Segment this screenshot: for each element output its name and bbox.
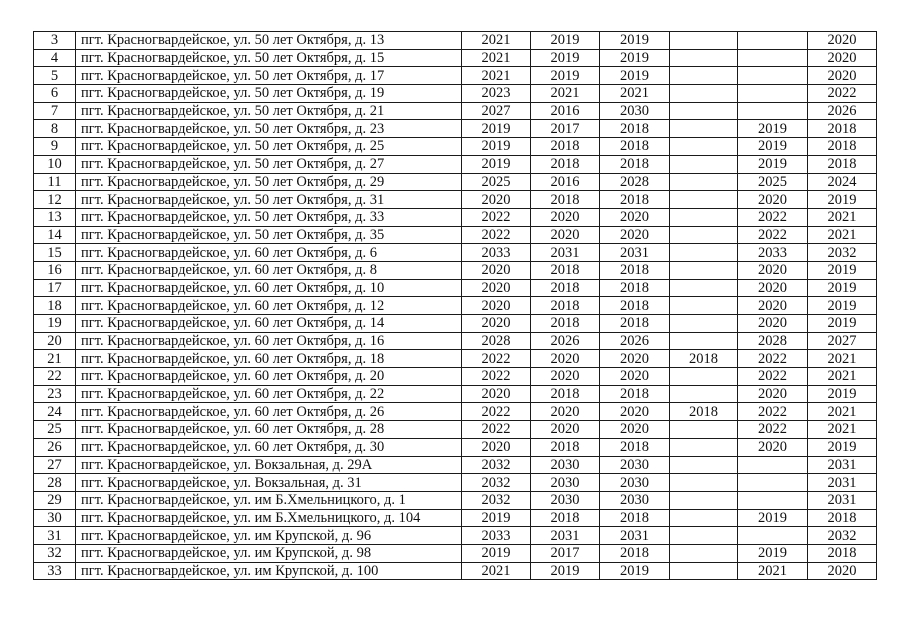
year-cell-6: 2018 bbox=[808, 155, 877, 173]
year-cell-6: 2019 bbox=[808, 191, 877, 209]
year-cell-4 bbox=[670, 368, 738, 386]
year-cell-5 bbox=[738, 85, 808, 103]
year-cell-1: 2027 bbox=[462, 102, 531, 120]
table-row bbox=[34, 544, 877, 562]
table-row bbox=[34, 102, 877, 120]
address-cell: пгт. Красногвардейское, ул. 50 лет Октября, д. 13 bbox=[76, 32, 462, 50]
address-cell: пгт. Красногвардейское, ул. 50 лет Октября, д. 33 bbox=[76, 208, 462, 226]
year-cell-4 bbox=[670, 562, 738, 580]
year-cell-3: 2018 bbox=[600, 261, 670, 279]
address-cell: пгт. Красногвардейское, ул. 60 лет Октября, д. 22 bbox=[76, 385, 462, 403]
year-cell-2: 2031 bbox=[531, 244, 600, 262]
year-cell-6: 2020 bbox=[808, 49, 877, 67]
address-cell: пгт. Красногвардейское, ул. 60 лет Октября, д. 28 bbox=[76, 421, 462, 439]
year-cell-5: 2020 bbox=[738, 315, 808, 333]
year-cell-2: 2030 bbox=[531, 456, 600, 474]
year-cell-5 bbox=[738, 67, 808, 85]
row-number-cell: 30 bbox=[34, 509, 76, 527]
year-cell-1: 2032 bbox=[462, 491, 531, 509]
year-cell-3: 2020 bbox=[600, 350, 670, 368]
year-cell-5: 2019 bbox=[738, 544, 808, 562]
year-cell-3: 2030 bbox=[600, 456, 670, 474]
year-cell-1: 2032 bbox=[462, 474, 531, 492]
year-cell-3: 2018 bbox=[600, 138, 670, 156]
year-cell-2: 2020 bbox=[531, 350, 600, 368]
year-cell-2: 2019 bbox=[531, 562, 600, 580]
year-cell-3: 2021 bbox=[600, 85, 670, 103]
row-number-cell: 6 bbox=[34, 85, 76, 103]
year-cell-2: 2030 bbox=[531, 474, 600, 492]
year-cell-5 bbox=[738, 102, 808, 120]
year-cell-1: 2020 bbox=[462, 191, 531, 209]
table-row bbox=[34, 120, 877, 138]
row-number-cell: 9 bbox=[34, 138, 76, 156]
row-number-cell: 16 bbox=[34, 261, 76, 279]
year-cell-5: 2022 bbox=[738, 350, 808, 368]
year-cell-6: 2021 bbox=[808, 368, 877, 386]
row-number-cell: 28 bbox=[34, 474, 76, 492]
year-cell-1: 2020 bbox=[462, 438, 531, 456]
row-number-cell: 5 bbox=[34, 67, 76, 85]
table-row bbox=[34, 491, 877, 509]
table-row bbox=[34, 173, 877, 191]
year-cell-3: 2031 bbox=[600, 244, 670, 262]
year-cell-4 bbox=[670, 438, 738, 456]
year-cell-1: 2023 bbox=[462, 85, 531, 103]
year-cell-2: 2016 bbox=[531, 102, 600, 120]
table-body bbox=[34, 32, 877, 580]
year-cell-1: 2022 bbox=[462, 403, 531, 421]
year-cell-6: 2019 bbox=[808, 261, 877, 279]
year-cell-5 bbox=[738, 49, 808, 67]
year-cell-6: 2018 bbox=[808, 120, 877, 138]
year-cell-4 bbox=[670, 315, 738, 333]
address-cell: пгт. Красногвардейское, ул. 60 лет Октября, д. 6 bbox=[76, 244, 462, 262]
year-cell-5: 2020 bbox=[738, 191, 808, 209]
year-cell-4 bbox=[670, 191, 738, 209]
year-cell-3: 2026 bbox=[600, 332, 670, 350]
year-cell-4 bbox=[670, 85, 738, 103]
year-cell-5 bbox=[738, 474, 808, 492]
year-cell-4 bbox=[670, 474, 738, 492]
year-cell-6: 2021 bbox=[808, 403, 877, 421]
address-cell: пгт. Красногвардейское, ул. 60 лет Октября, д. 18 bbox=[76, 350, 462, 368]
year-cell-1: 2033 bbox=[462, 244, 531, 262]
year-cell-3: 2018 bbox=[600, 155, 670, 173]
year-cell-2: 2018 bbox=[531, 261, 600, 279]
year-cell-2: 2020 bbox=[531, 226, 600, 244]
row-number-cell: 26 bbox=[34, 438, 76, 456]
table-row bbox=[34, 332, 877, 350]
row-number-cell: 20 bbox=[34, 332, 76, 350]
table-row bbox=[34, 261, 877, 279]
year-cell-1: 2022 bbox=[462, 350, 531, 368]
year-cell-5: 2028 bbox=[738, 332, 808, 350]
year-cell-6: 2031 bbox=[808, 456, 877, 474]
year-cell-5: 2019 bbox=[738, 509, 808, 527]
year-cell-1: 2020 bbox=[462, 385, 531, 403]
year-cell-5: 2019 bbox=[738, 155, 808, 173]
year-cell-6: 2032 bbox=[808, 527, 877, 545]
row-number-cell: 12 bbox=[34, 191, 76, 209]
year-cell-4 bbox=[670, 456, 738, 474]
row-number-cell: 32 bbox=[34, 544, 76, 562]
year-cell-1: 2025 bbox=[462, 173, 531, 191]
year-cell-1: 2022 bbox=[462, 226, 531, 244]
year-cell-2: 2018 bbox=[531, 509, 600, 527]
address-cell: пгт. Красногвардейское, ул. 50 лет Октября, д. 23 bbox=[76, 120, 462, 138]
year-cell-3: 2018 bbox=[600, 297, 670, 315]
year-cell-2: 2019 bbox=[531, 49, 600, 67]
year-cell-2: 2018 bbox=[531, 385, 600, 403]
year-cell-5: 2019 bbox=[738, 120, 808, 138]
row-number-cell: 18 bbox=[34, 297, 76, 315]
table-row bbox=[34, 315, 877, 333]
table-row bbox=[34, 421, 877, 439]
table-row bbox=[34, 226, 877, 244]
housing-schedule-table bbox=[33, 31, 877, 580]
year-cell-3: 2018 bbox=[600, 191, 670, 209]
year-cell-4 bbox=[670, 173, 738, 191]
year-cell-3: 2030 bbox=[600, 491, 670, 509]
address-cell: пгт. Красногвардейское, ул. им Б.Хмельницкого, д. 104 bbox=[76, 509, 462, 527]
year-cell-2: 2019 bbox=[531, 32, 600, 50]
year-cell-3: 2018 bbox=[600, 509, 670, 527]
row-number-cell: 13 bbox=[34, 208, 76, 226]
year-cell-2: 2018 bbox=[531, 438, 600, 456]
year-cell-5 bbox=[738, 456, 808, 474]
year-cell-1: 2021 bbox=[462, 32, 531, 50]
year-cell-3: 2020 bbox=[600, 368, 670, 386]
row-number-cell: 15 bbox=[34, 244, 76, 262]
year-cell-1: 2022 bbox=[462, 368, 531, 386]
year-cell-1: 2032 bbox=[462, 456, 531, 474]
year-cell-3: 2018 bbox=[600, 120, 670, 138]
year-cell-5: 2021 bbox=[738, 562, 808, 580]
year-cell-2: 2031 bbox=[531, 527, 600, 545]
year-cell-3: 2019 bbox=[600, 49, 670, 67]
year-cell-4 bbox=[670, 244, 738, 262]
year-cell-6: 2020 bbox=[808, 32, 877, 50]
year-cell-6: 2026 bbox=[808, 102, 877, 120]
year-cell-4 bbox=[670, 527, 738, 545]
year-cell-5 bbox=[738, 527, 808, 545]
table-row bbox=[34, 244, 877, 262]
year-cell-3: 2019 bbox=[600, 67, 670, 85]
year-cell-6: 2018 bbox=[808, 544, 877, 562]
year-cell-6: 2018 bbox=[808, 138, 877, 156]
table-row bbox=[34, 297, 877, 315]
year-cell-1: 2021 bbox=[462, 562, 531, 580]
table-row bbox=[34, 279, 877, 297]
year-cell-6: 2021 bbox=[808, 226, 877, 244]
year-cell-1: 2020 bbox=[462, 261, 531, 279]
year-cell-6: 2019 bbox=[808, 385, 877, 403]
year-cell-1: 2019 bbox=[462, 155, 531, 173]
address-cell: пгт. Красногвардейское, ул. 60 лет Октября, д. 10 bbox=[76, 279, 462, 297]
year-cell-3: 2028 bbox=[600, 173, 670, 191]
row-number-cell: 11 bbox=[34, 173, 76, 191]
year-cell-2: 2019 bbox=[531, 67, 600, 85]
table-row bbox=[34, 509, 877, 527]
year-cell-4 bbox=[670, 102, 738, 120]
year-cell-6: 2020 bbox=[808, 562, 877, 580]
year-cell-5: 2020 bbox=[738, 279, 808, 297]
address-cell: пгт. Красногвардейское, ул. 50 лет Октября, д. 35 bbox=[76, 226, 462, 244]
table-row bbox=[34, 208, 877, 226]
year-cell-2: 2018 bbox=[531, 191, 600, 209]
year-cell-2: 2020 bbox=[531, 421, 600, 439]
year-cell-4 bbox=[670, 509, 738, 527]
year-cell-3: 2020 bbox=[600, 421, 670, 439]
address-cell: пгт. Красногвардейское, ул. 60 лет Октября, д. 20 bbox=[76, 368, 462, 386]
year-cell-3: 2018 bbox=[600, 544, 670, 562]
row-number-cell: 7 bbox=[34, 102, 76, 120]
year-cell-1: 2021 bbox=[462, 49, 531, 67]
year-cell-3: 2030 bbox=[600, 474, 670, 492]
row-number-cell: 29 bbox=[34, 491, 76, 509]
table-row bbox=[34, 85, 877, 103]
year-cell-5: 2022 bbox=[738, 226, 808, 244]
address-cell: пгт. Красногвардейское, ул. им Крупской, д. 98 bbox=[76, 544, 462, 562]
address-cell: пгт. Красногвардейское, ул. 50 лет Октября, д. 25 bbox=[76, 138, 462, 156]
year-cell-4 bbox=[670, 120, 738, 138]
year-cell-4 bbox=[670, 279, 738, 297]
year-cell-3: 2018 bbox=[600, 279, 670, 297]
year-cell-2: 2018 bbox=[531, 315, 600, 333]
year-cell-1: 2022 bbox=[462, 421, 531, 439]
year-cell-5 bbox=[738, 32, 808, 50]
address-cell: пгт. Красногвардейское, ул. 50 лет Октября, д. 29 bbox=[76, 173, 462, 191]
year-cell-1: 2022 bbox=[462, 208, 531, 226]
table-row bbox=[34, 32, 877, 50]
address-cell: пгт. Красногвардейское, ул. им Б.Хмельницкого, д. 1 bbox=[76, 491, 462, 509]
row-number-cell: 25 bbox=[34, 421, 76, 439]
year-cell-1: 2033 bbox=[462, 527, 531, 545]
year-cell-6: 2024 bbox=[808, 173, 877, 191]
row-number-cell: 24 bbox=[34, 403, 76, 421]
address-cell: пгт. Красногвардейское, ул. 60 лет Октября, д. 8 bbox=[76, 261, 462, 279]
year-cell-1: 2020 bbox=[462, 297, 531, 315]
year-cell-5: 2019 bbox=[738, 138, 808, 156]
year-cell-3: 2018 bbox=[600, 315, 670, 333]
row-number-cell: 19 bbox=[34, 315, 76, 333]
row-number-cell: 31 bbox=[34, 527, 76, 545]
year-cell-5 bbox=[738, 491, 808, 509]
year-cell-6: 2032 bbox=[808, 244, 877, 262]
year-cell-5: 2020 bbox=[738, 438, 808, 456]
year-cell-4 bbox=[670, 332, 738, 350]
row-number-cell: 3 bbox=[34, 32, 76, 50]
year-cell-6: 2027 bbox=[808, 332, 877, 350]
year-cell-3: 2019 bbox=[600, 32, 670, 50]
address-cell: пгт. Красногвардейское, ул. 50 лет Октября, д. 19 bbox=[76, 85, 462, 103]
row-number-cell: 8 bbox=[34, 120, 76, 138]
table-row bbox=[34, 368, 877, 386]
year-cell-4 bbox=[670, 297, 738, 315]
address-cell: пгт. Красногвардейское, ул. Вокзальная, д. 29А bbox=[76, 456, 462, 474]
table-row bbox=[34, 438, 877, 456]
year-cell-2: 2020 bbox=[531, 403, 600, 421]
year-cell-5: 2020 bbox=[738, 385, 808, 403]
address-cell: пгт. Красногвардейское, ул. им Крупской, д. 96 bbox=[76, 527, 462, 545]
address-cell: пгт. Красногвардейское, ул. 50 лет Октября, д. 17 bbox=[76, 67, 462, 85]
year-cell-2: 2018 bbox=[531, 155, 600, 173]
year-cell-4 bbox=[670, 32, 738, 50]
address-cell: пгт. Красногвардейское, ул. 50 лет Октября, д. 27 bbox=[76, 155, 462, 173]
year-cell-3: 2019 bbox=[600, 562, 670, 580]
table-row bbox=[34, 138, 877, 156]
year-cell-5: 2022 bbox=[738, 368, 808, 386]
row-number-cell: 21 bbox=[34, 350, 76, 368]
year-cell-6: 2019 bbox=[808, 279, 877, 297]
year-cell-5: 2033 bbox=[738, 244, 808, 262]
address-cell: пгт. Красногвардейское, ул. 60 лет Октября, д. 12 bbox=[76, 297, 462, 315]
row-number-cell: 23 bbox=[34, 385, 76, 403]
year-cell-4 bbox=[670, 138, 738, 156]
row-number-cell: 14 bbox=[34, 226, 76, 244]
row-number-cell: 17 bbox=[34, 279, 76, 297]
address-cell: пгт. Красногвардейское, ул. им Крупской, д. 100 bbox=[76, 562, 462, 580]
table-row bbox=[34, 155, 877, 173]
address-cell: пгт. Красногвардейское, ул. 60 лет Октября, д. 14 bbox=[76, 315, 462, 333]
year-cell-2: 2030 bbox=[531, 491, 600, 509]
table-row bbox=[34, 67, 877, 85]
address-cell: пгт. Красногвардейское, ул. 60 лет Октября, д. 26 bbox=[76, 403, 462, 421]
year-cell-2: 2016 bbox=[531, 173, 600, 191]
year-cell-3: 2020 bbox=[600, 226, 670, 244]
table-row bbox=[34, 527, 877, 545]
row-number-cell: 27 bbox=[34, 456, 76, 474]
year-cell-5: 2025 bbox=[738, 173, 808, 191]
year-cell-3: 2031 bbox=[600, 527, 670, 545]
address-cell: пгт. Красногвардейское, ул. Вокзальная, д. 31 bbox=[76, 474, 462, 492]
year-cell-1: 2020 bbox=[462, 315, 531, 333]
year-cell-6: 2022 bbox=[808, 85, 877, 103]
year-cell-2: 2018 bbox=[531, 138, 600, 156]
year-cell-5: 2022 bbox=[738, 421, 808, 439]
row-number-cell: 4 bbox=[34, 49, 76, 67]
year-cell-4 bbox=[670, 544, 738, 562]
year-cell-6: 2020 bbox=[808, 67, 877, 85]
table-row bbox=[34, 456, 877, 474]
year-cell-4 bbox=[670, 155, 738, 173]
year-cell-2: 2017 bbox=[531, 544, 600, 562]
table-row bbox=[34, 350, 877, 368]
year-cell-6: 2031 bbox=[808, 491, 877, 509]
table-row bbox=[34, 385, 877, 403]
year-cell-4 bbox=[670, 491, 738, 509]
year-cell-4: 2018 bbox=[670, 403, 738, 421]
table-row bbox=[34, 403, 877, 421]
table-row bbox=[34, 49, 877, 67]
year-cell-1: 2019 bbox=[462, 544, 531, 562]
year-cell-5: 2022 bbox=[738, 403, 808, 421]
year-cell-2: 2017 bbox=[531, 120, 600, 138]
year-cell-4 bbox=[670, 226, 738, 244]
year-cell-6: 2031 bbox=[808, 474, 877, 492]
year-cell-6: 2021 bbox=[808, 208, 877, 226]
year-cell-1: 2019 bbox=[462, 509, 531, 527]
year-cell-3: 2030 bbox=[600, 102, 670, 120]
year-cell-4: 2018 bbox=[670, 350, 738, 368]
year-cell-2: 2020 bbox=[531, 368, 600, 386]
year-cell-6: 2018 bbox=[808, 509, 877, 527]
year-cell-6: 2021 bbox=[808, 421, 877, 439]
year-cell-4 bbox=[670, 421, 738, 439]
year-cell-2: 2020 bbox=[531, 208, 600, 226]
year-cell-5: 2020 bbox=[738, 297, 808, 315]
year-cell-5: 2022 bbox=[738, 208, 808, 226]
year-cell-2: 2018 bbox=[531, 279, 600, 297]
year-cell-1: 2019 bbox=[462, 138, 531, 156]
address-cell: пгт. Красногвардейское, ул. 60 лет Октября, д. 30 bbox=[76, 438, 462, 456]
year-cell-3: 2020 bbox=[600, 208, 670, 226]
table-row bbox=[34, 474, 877, 492]
row-number-cell: 10 bbox=[34, 155, 76, 173]
address-cell: пгт. Красногвардейское, ул. 60 лет Октября, д. 16 bbox=[76, 332, 462, 350]
year-cell-2: 2018 bbox=[531, 297, 600, 315]
year-cell-2: 2021 bbox=[531, 85, 600, 103]
year-cell-4 bbox=[670, 385, 738, 403]
row-number-cell: 33 bbox=[34, 562, 76, 580]
year-cell-6: 2019 bbox=[808, 315, 877, 333]
address-cell: пгт. Красногвардейское, ул. 50 лет Октября, д. 21 bbox=[76, 102, 462, 120]
address-cell: пгт. Красногвардейское, ул. 50 лет Октября, д. 15 bbox=[76, 49, 462, 67]
year-cell-1: 2028 bbox=[462, 332, 531, 350]
year-cell-1: 2021 bbox=[462, 67, 531, 85]
year-cell-4 bbox=[670, 67, 738, 85]
year-cell-1: 2019 bbox=[462, 120, 531, 138]
year-cell-3: 2018 bbox=[600, 385, 670, 403]
year-cell-6: 2021 bbox=[808, 350, 877, 368]
table-row bbox=[34, 191, 877, 209]
address-cell: пгт. Красногвардейское, ул. 50 лет Октября, д. 31 bbox=[76, 191, 462, 209]
year-cell-5: 2020 bbox=[738, 261, 808, 279]
year-cell-4 bbox=[670, 261, 738, 279]
year-cell-4 bbox=[670, 208, 738, 226]
year-cell-3: 2020 bbox=[600, 403, 670, 421]
year-cell-1: 2020 bbox=[462, 279, 531, 297]
year-cell-6: 2019 bbox=[808, 438, 877, 456]
year-cell-2: 2026 bbox=[531, 332, 600, 350]
year-cell-4 bbox=[670, 49, 738, 67]
year-cell-6: 2019 bbox=[808, 297, 877, 315]
row-number-cell: 22 bbox=[34, 368, 76, 386]
table-row bbox=[34, 562, 877, 580]
year-cell-3: 2018 bbox=[600, 438, 670, 456]
